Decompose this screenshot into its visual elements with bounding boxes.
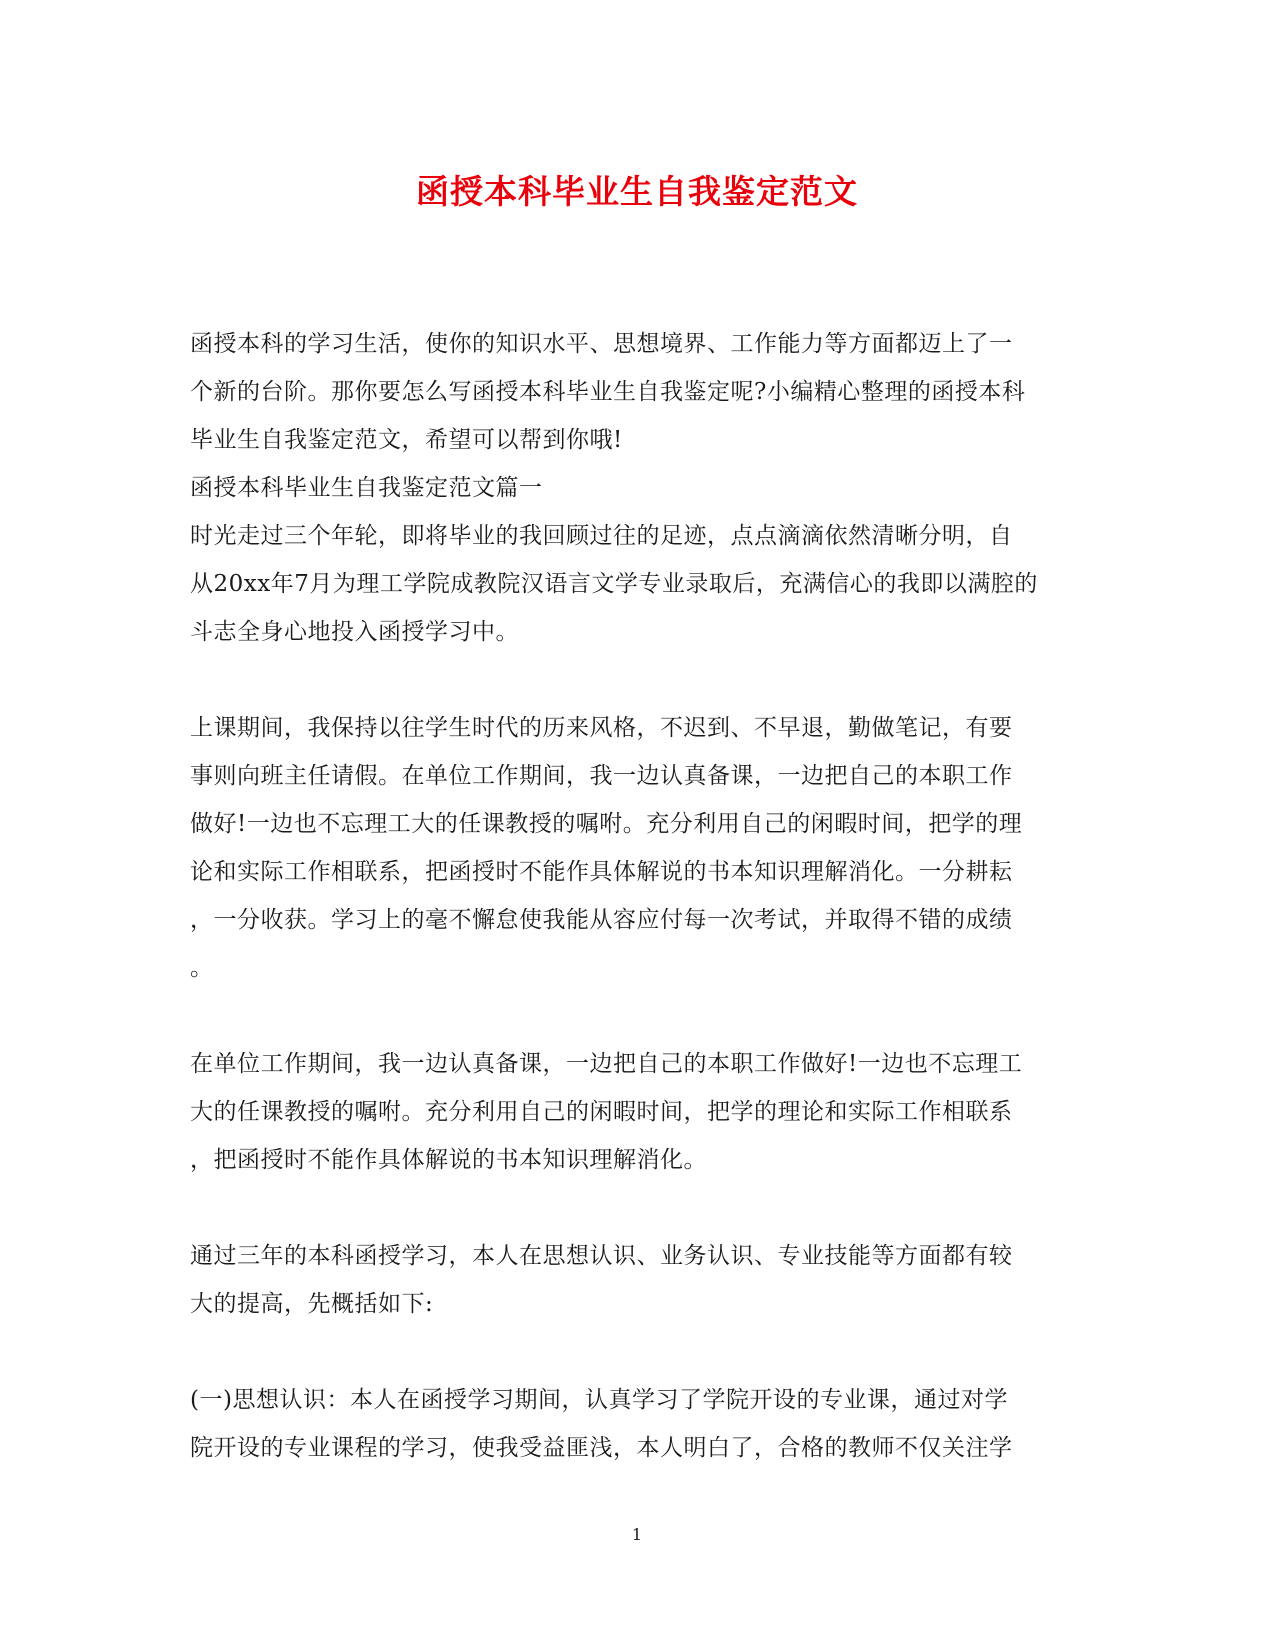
body-line: 时光走过三个年轮，即将毕业的我回顾过往的足迹，点点滴滴依然清晰分明，自 [190, 523, 1013, 549]
body-line: 毕业生自我鉴定范文，希望可以帮到你哦! [190, 427, 623, 453]
paragraph-gap [190, 1184, 1090, 1232]
body-line: 在单位工作期间，我一边认真备课，一边把自己的本职工作做好!一边也不忘理工 [190, 1051, 1023, 1077]
paragraph-gap [190, 656, 1090, 704]
body-line: 大的任课教授的嘱咐。充分利用自己的闲暇时间，把学的理论和实际工作相联系 [190, 1099, 1013, 1125]
body-line: ，一分收获。学习上的毫不懈怠使我能从容应付每一次考试，并取得不错的成绩 [190, 907, 1013, 933]
body-line: 。 [190, 955, 214, 981]
document-body [190, 320, 1090, 1472]
body-line: 大的提高，先概括如下: [190, 1291, 434, 1317]
body-line: 院开设的专业课程的学习，使我受益匪浅，本人明白了，合格的教师不仅关注学 [190, 1435, 1013, 1461]
paragraph-gap [190, 992, 1090, 1040]
body-line: 通过三年的本科函授学习，本人在思想认识、业务认识、专业技能等方面都有较 [190, 1243, 1013, 1269]
body-line: 上课期间，我保持以往学生时代的历来风格，不迟到、不早退，勤做笔记，有要 [190, 715, 1013, 741]
body-line: 斗志全身心地投入函授学习中。 [190, 619, 519, 645]
body-line: 个新的台阶。那你要怎么写函授本科毕业生自我鉴定呢?小编精心整理的函授本科 [190, 379, 1026, 405]
body-line: (一)思想认识：本人在函授学习期间，认真学习了学院开设的专业课，通过对学 [190, 1387, 1008, 1413]
section-heading: 函授本科毕业生自我鉴定范文篇一 [190, 475, 543, 501]
body-line: ，把函授时不能作具体解说的书本知识理解消化。 [190, 1147, 707, 1173]
page-number: 1 [631, 1525, 643, 1544]
body-line: 做好!一边也不忘理工大的任课教授的嘱咐。充分利用自己的闲暇时间，把学的理 [190, 811, 1023, 837]
paragraph-gap [190, 1328, 1090, 1376]
document-title: 函授本科毕业生自我鉴定范文 [416, 172, 858, 211]
body-line: 论和实际工作相联系，把函授时不能作具体解说的书本知识理解消化。一分耕耘 [190, 859, 1013, 885]
body-line: 事则向班主任请假。在单位工作期间，我一边认真备课，一边把自己的本职工作 [190, 763, 1013, 789]
body-line: 从20xx年7月为理工学院成教院汉语言文学专业录取后，充满信心的我即以满腔的 [190, 571, 1038, 597]
body-line: 函授本科的学习生活，使你的知识水平、思想境界、工作能力等方面都迈上了一 [190, 331, 1013, 357]
